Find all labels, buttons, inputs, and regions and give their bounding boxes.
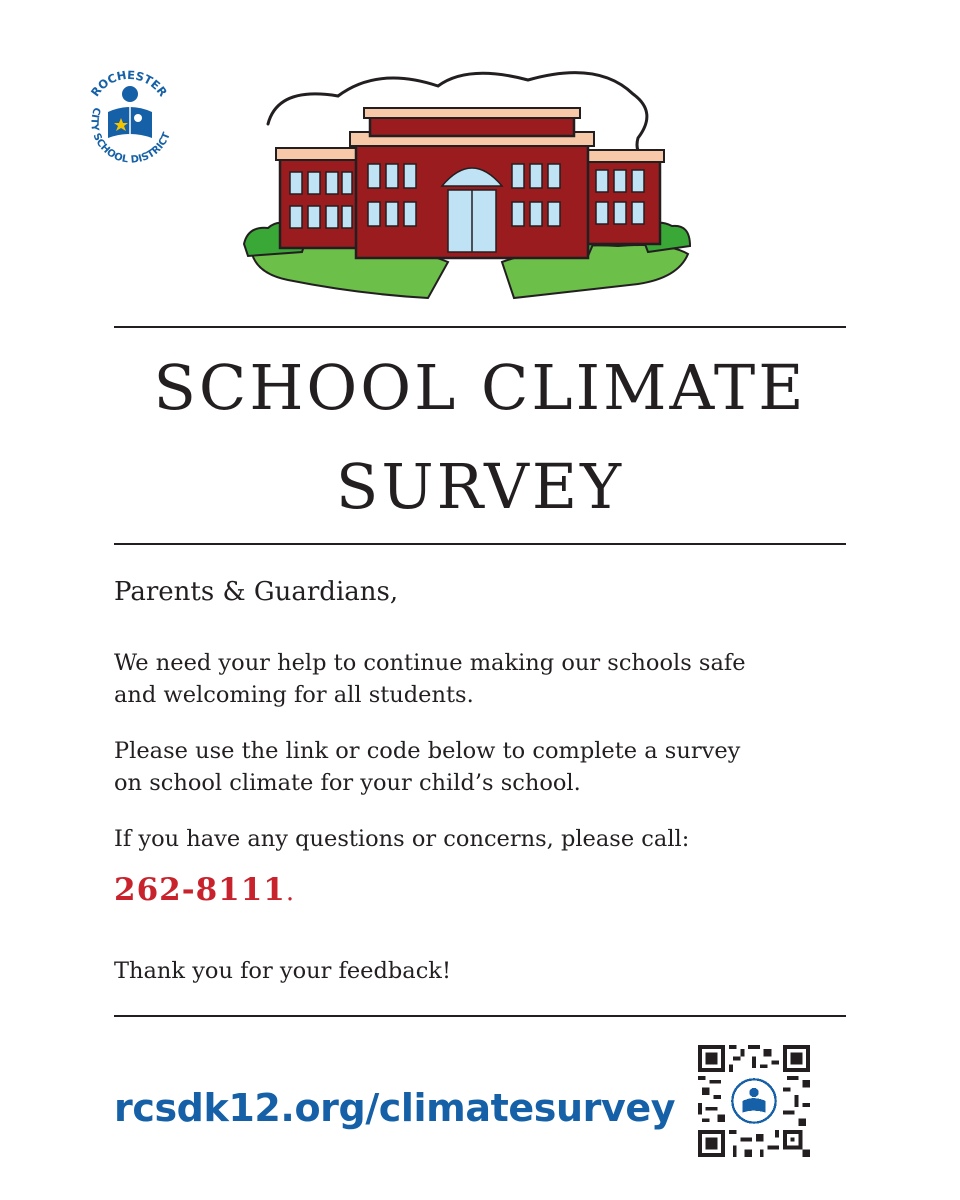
paragraph-1-line-1: We need your help to continue making our schools safe: [114, 650, 746, 676]
survey-link[interactable]: rcsdk12.org/climatesurvey: [114, 1086, 676, 1130]
school-building-illustration: [238, 66, 698, 300]
top-divider: [114, 326, 846, 328]
phone-number-period: .: [285, 877, 295, 907]
title-line-2: SURVEY: [335, 450, 625, 523]
paragraph-2-line-1: Please use the link or code below to complete a survey: [114, 738, 741, 764]
phone-number-text: 262-8111: [114, 872, 286, 908]
title-line-1: SCHOOL CLIMATE: [153, 351, 807, 424]
paragraph-2-line-2: on school climate for your child’s school.: [114, 770, 581, 796]
paragraph-3: If you have any questions or concerns, please call:: [114, 826, 690, 852]
title-bottom-divider: [114, 543, 846, 545]
phone-number[interactable]: [114, 872, 294, 908]
svg-text:ROCHESTER: ROCHESTER: [87, 67, 171, 100]
qr-code-icon[interactable]: [698, 1045, 810, 1157]
svg-text:CITY SCHOOL DISTRICT: CITY SCHOOL DISTRICT: [88, 105, 173, 166]
paragraph-1-line-2: and welcoming for all students.: [114, 682, 474, 708]
greeting: Parents & Guardians,: [114, 577, 399, 607]
bottom-divider: [114, 1015, 846, 1017]
thank-you-text: Thank you for your feedback!: [114, 958, 451, 984]
district-logo: [74, 64, 184, 174]
